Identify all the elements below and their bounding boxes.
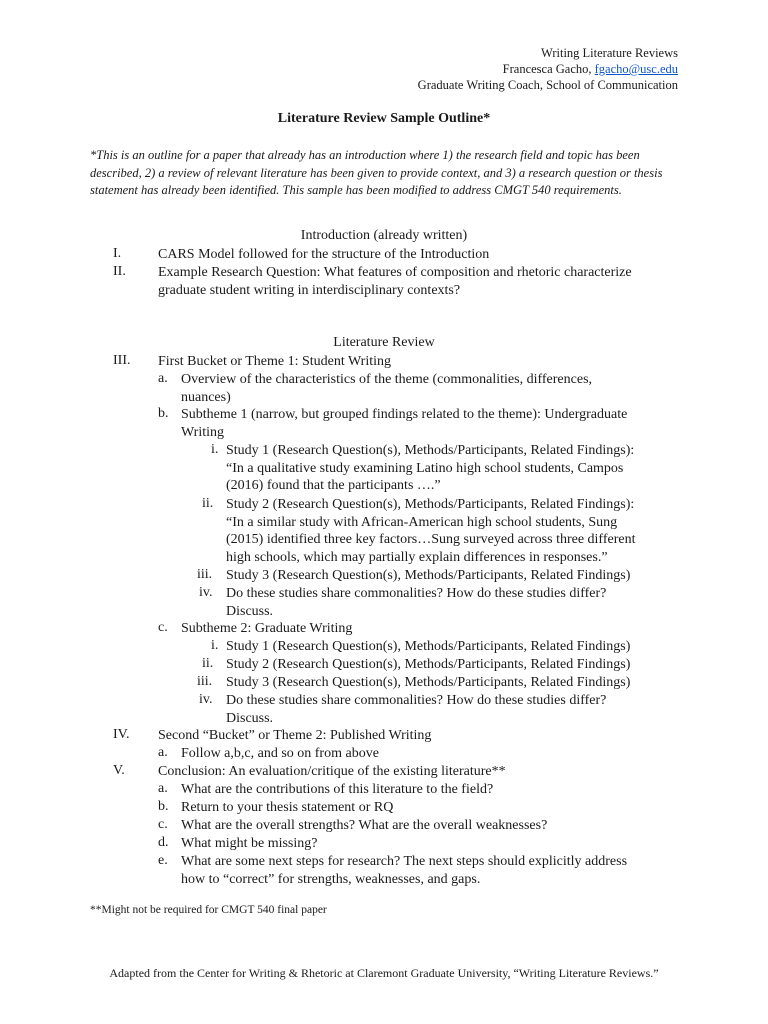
document-header (418, 45, 678, 93)
outline-item-study-3: Study 3 (Research Question(s), Methods/Participants, Related Findings) (226, 568, 631, 583)
outline-text-line: (2015) identified three key factors…Sung surveyed across three different (226, 532, 636, 547)
outline-item-ii (158, 264, 632, 299)
outline-letter: d. (158, 835, 169, 850)
header-author: Francesca Gacho, (502, 62, 595, 76)
intro-heading: Introduction (already written) (300, 228, 468, 243)
outline-item-v-c: What are the overall strengths? What are the overall weaknesses? (181, 818, 548, 833)
outline-roman: ii. (202, 496, 214, 511)
outline-item-i: CARS Model followed for the structure of the Introduction (158, 247, 490, 262)
footnote: **Might not be required for CMGT 540 final paper (90, 904, 327, 916)
outline-text-line: Subtheme 1 (narrow, but grouped findings related to the theme): Undergraduate (181, 407, 628, 422)
outline-item-discuss (226, 585, 606, 620)
outline-item-iii-b (181, 406, 627, 441)
outline-item-grad-discuss (226, 692, 606, 727)
outline-item-iii-c: Subtheme 2: Graduate Writing (181, 621, 353, 636)
outline-letter: b. (158, 799, 169, 814)
outline-roman: iv. (199, 585, 213, 600)
outline-text-line: “In a qualitative study examining Latino high school students, Campos (226, 460, 624, 476)
outline-text-line: nuances) (181, 389, 231, 405)
outline-number: II. (113, 264, 126, 279)
outline-letter: e. (158, 853, 168, 868)
outline-text-line: high schools, which may partially explain differences in responses.” (226, 549, 608, 565)
outline-number: IV. (113, 727, 130, 742)
outline-item-iv-a: Follow a,b,c, and so on from above (181, 746, 379, 761)
outline-text-line: Writing (181, 424, 224, 440)
outline-item-study-2 (226, 496, 636, 566)
outline-letter: c. (158, 817, 168, 832)
outline-text-line: Example Research Question: What features of composition and rhetoric characterize (158, 265, 632, 280)
outline-text-line: (2016) found that the participants ….” (226, 478, 441, 493)
header-author-line (418, 61, 678, 77)
outline-item-study-1 (226, 442, 634, 495)
outline-item-grad-study-1: Study 1 (Research Question(s), Methods/Participants, Related Findings) (226, 639, 631, 654)
header-doc-title: Writing Literature Reviews (541, 46, 678, 60)
outline-item-iii-a (181, 371, 592, 406)
outline-item-v-e (181, 853, 627, 888)
outline-text-line: Do these studies share commonalities? How do these studies differ? (226, 693, 607, 708)
outline-text-line: Do these studies share commonalities? How do these studies differ? (226, 586, 607, 601)
page-footer: Adapted from the Center for Writing & Rhetoric at Claremont Graduate University, “Writing Literature Reviews.” (109, 966, 659, 980)
intro-note: *This is an outline for a paper that already has an introduction where 1) the research field and topic has been described, 2) a review of relevant literature has been given to provide context, and 3) a research question or thesis statement has already been identified. This sample has been modified to address CMGT 540 requirements. (90, 148, 663, 197)
outline-letter: b. (158, 406, 169, 421)
outline-item-grad-study-2: Study 2 (Research Question(s), Methods/Participants, Related Findings) (226, 657, 631, 672)
outline-text-line: Study 1 (Research Question(s), Methods/Participants, Related Findings): (226, 443, 635, 458)
outline-item-iii: First Bucket or Theme 1: Student Writing (158, 354, 392, 369)
outline-item-v-a: What are the contributions of this literature to the field? (181, 782, 494, 797)
outline-text-line: What are some next steps for research? The next steps should explicitly address (181, 854, 628, 869)
author-email-link[interactable]: fgacho@usc.edu (594, 62, 678, 76)
outline-roman: i. (211, 638, 219, 653)
outline-text-line: “In a similar study with African-American high school students, Sung (226, 514, 618, 530)
outline-roman: iv. (199, 692, 213, 707)
outline-letter: a. (158, 745, 168, 760)
outline-item-v: Conclusion: An evaluation/critique of the existing literature** (158, 764, 506, 779)
outline-item-v-d: What might be missing? (181, 836, 318, 851)
outline-letter: a. (158, 781, 168, 796)
outline-text-line: graduate student writing in interdisciplinary contexts? (158, 282, 461, 298)
literature-review-heading: Literature Review (333, 335, 435, 350)
outline-roman: i. (211, 442, 219, 457)
outline-number: V. (113, 763, 125, 778)
outline-letter: c. (158, 620, 168, 635)
outline-text-line: how to “correct” for strengths, weaknesses, and gaps. (181, 871, 481, 887)
outline-item-v-b: Return to your thesis statement or RQ (181, 800, 394, 815)
outline-item-grad-study-3: Study 3 (Research Question(s), Methods/Participants, Related Findings) (226, 675, 631, 690)
outline-item-iv: Second “Bucket” or Theme 2: Published Writing (158, 728, 432, 743)
outline-number: I. (113, 246, 122, 261)
outline-text-line: Overview of the characteristics of the theme (commonalities, differences, (181, 372, 593, 387)
outline-roman: iii. (197, 674, 213, 689)
header-role: Graduate Writing Coach, School of Communication (417, 78, 678, 92)
outline-text-line: Discuss. (226, 710, 274, 726)
outline-roman: ii. (202, 656, 214, 671)
outline-number: III. (113, 353, 131, 368)
outline-text-line: Discuss. (226, 603, 274, 619)
page-title: Literature Review Sample Outline* (277, 111, 491, 126)
outline-roman: iii. (197, 567, 213, 582)
outline-text-line: Study 2 (Research Question(s), Methods/Participants, Related Findings): (226, 497, 635, 512)
outline-letter: a. (158, 371, 168, 386)
